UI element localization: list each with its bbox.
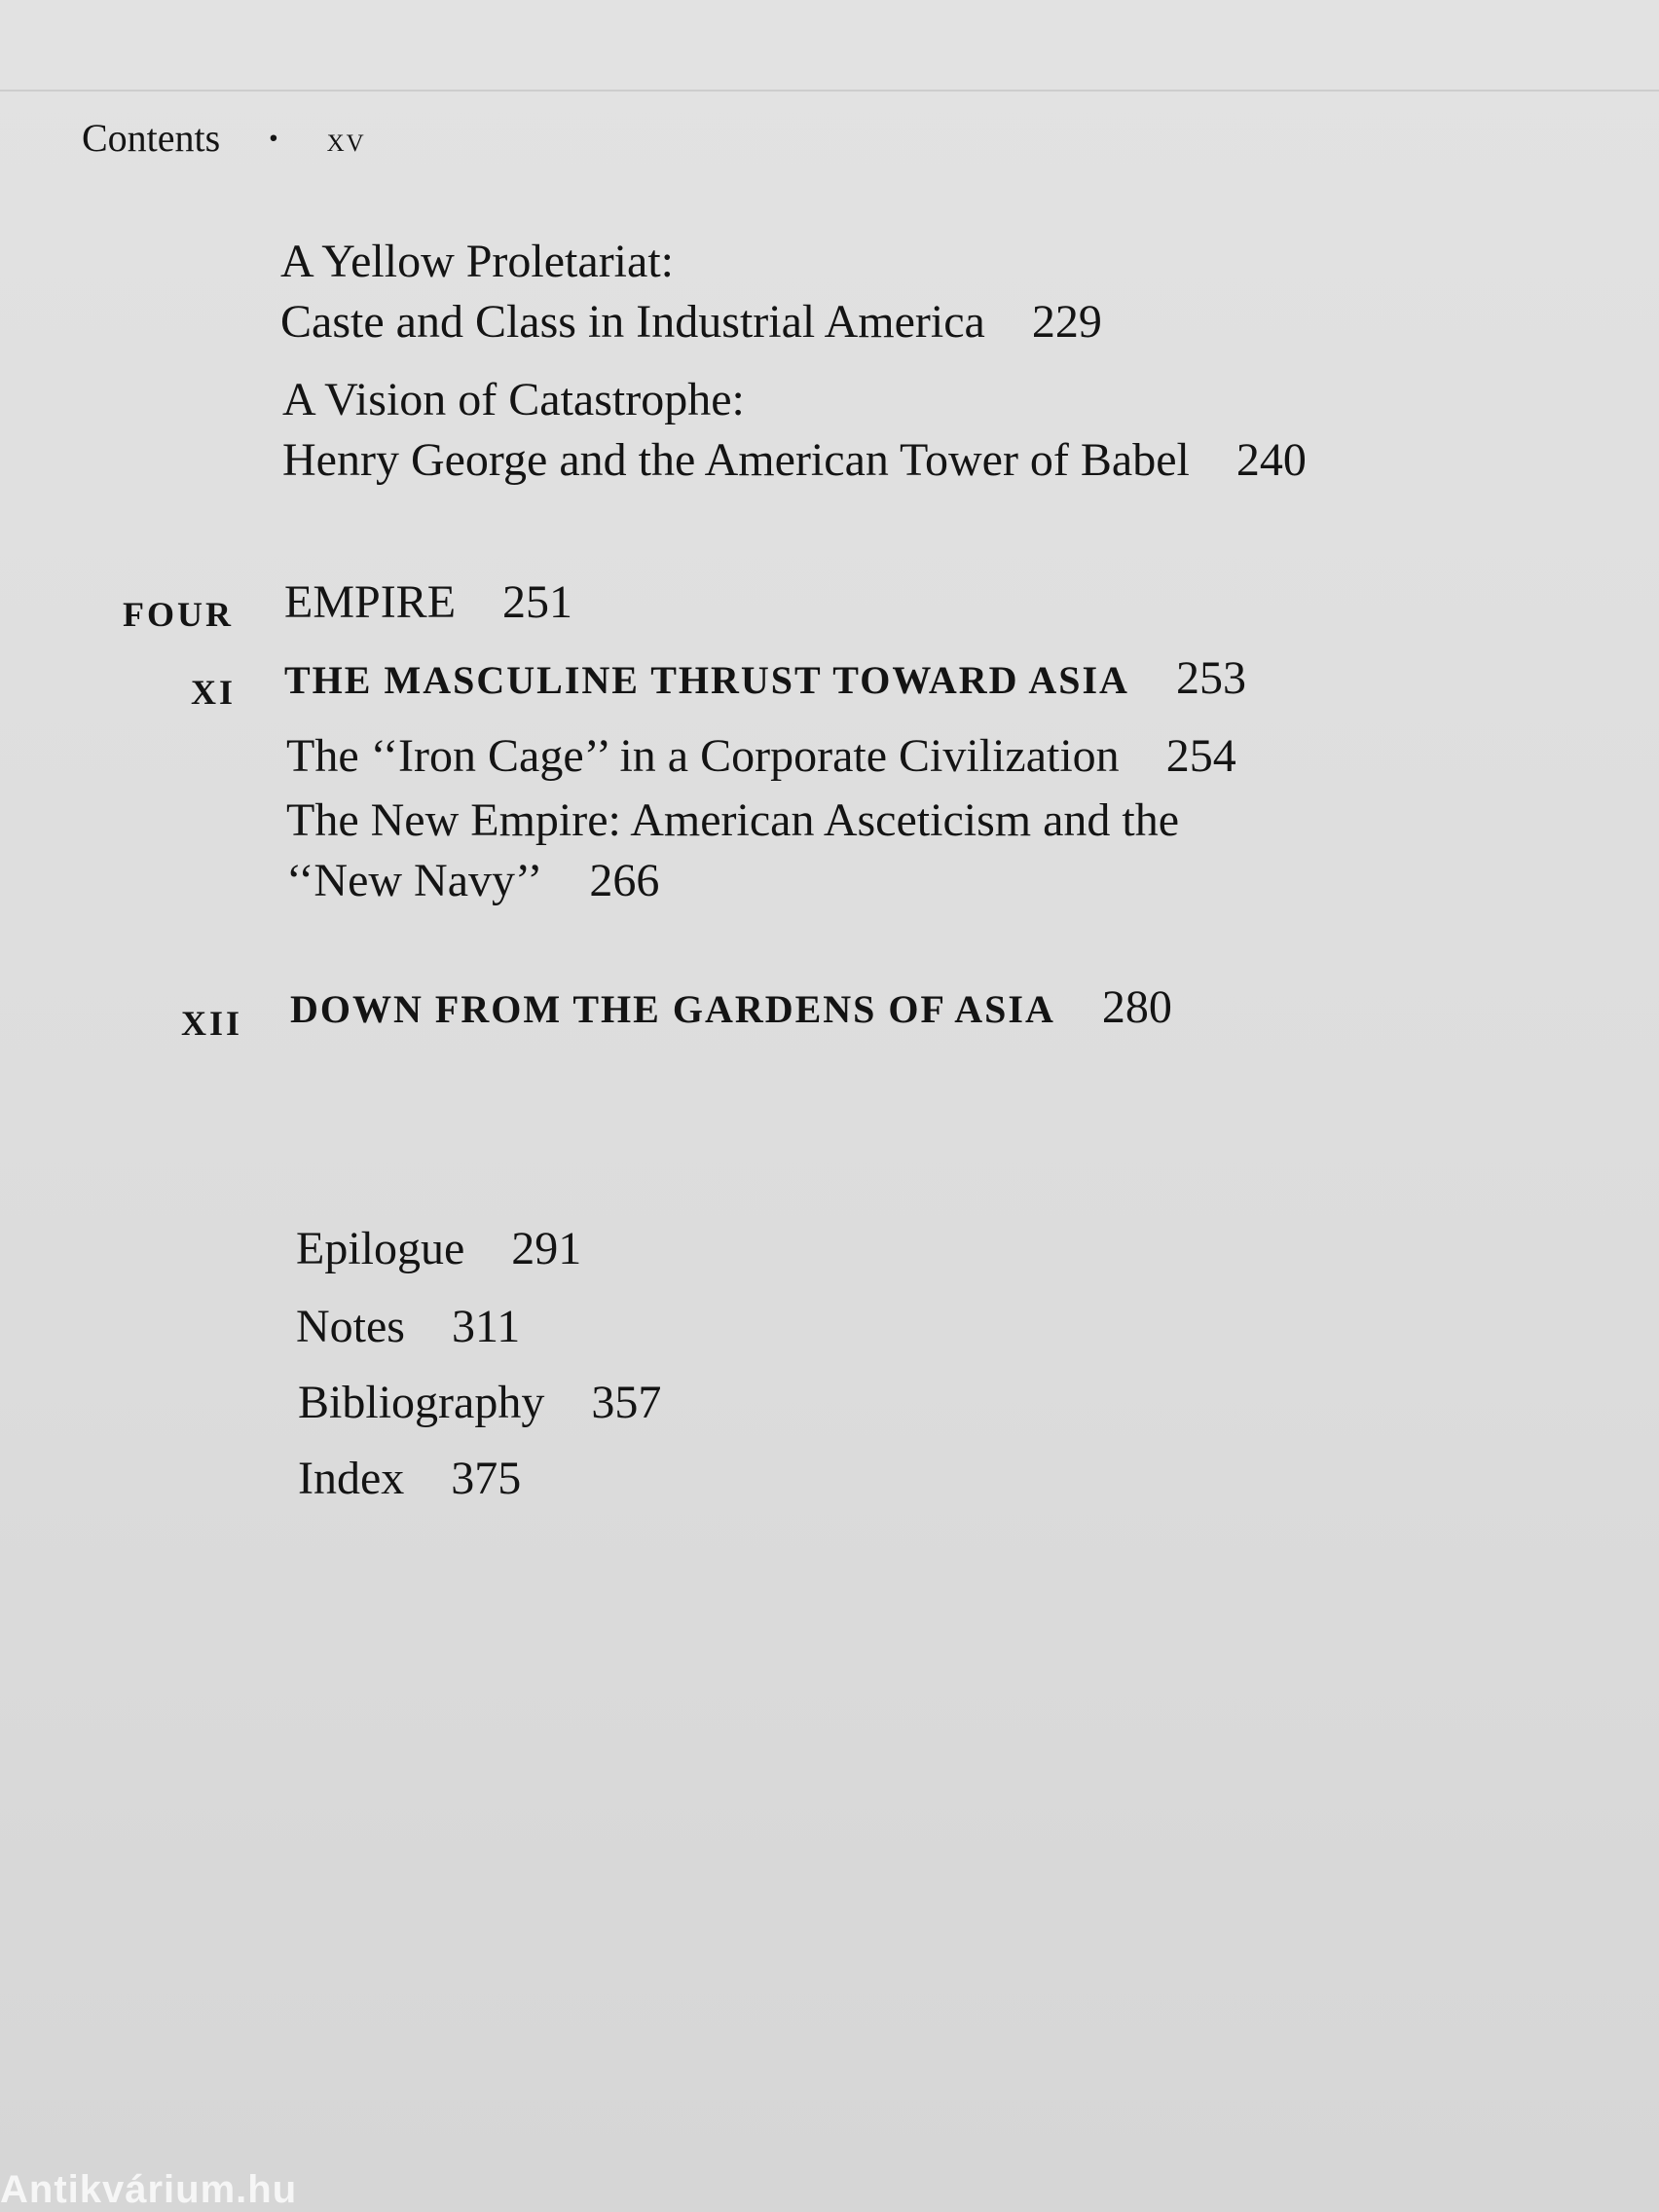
chapter-label-xi: XI: [191, 673, 237, 712]
watermark: Antikvárium.hu: [0, 2168, 298, 2211]
toc-chapter-xii: [290, 977, 1172, 1040]
toc-chapter-xi: [284, 648, 1246, 711]
header-page-number: xv: [326, 120, 366, 159]
backmatter-page: 357: [591, 1377, 662, 1428]
running-header: [82, 115, 366, 161]
toc-entry-page: 229: [1031, 296, 1102, 348]
backmatter-title: Bibliography: [298, 1377, 545, 1428]
page-edge: [0, 90, 1659, 92]
toc-entry-line1: A Yellow Proletariat:: [280, 236, 674, 287]
backmatter-title: Notes: [296, 1301, 405, 1352]
backmatter-page: 375: [451, 1453, 522, 1504]
toc-entry-line2: Henry George and the American Tower of Babel: [282, 434, 1190, 486]
header-separator: ·: [267, 116, 280, 160]
backmatter-page: 291: [511, 1223, 582, 1274]
toc-entry-line1: A Vision of Catastrophe:: [282, 374, 745, 425]
toc-entry-vision-catastrophe: [282, 370, 1307, 491]
backmatter-title: Index: [298, 1453, 405, 1504]
toc-entry-line1: The New Empire: American Asceticism and the: [286, 794, 1180, 846]
toc-entry-page: 266: [589, 855, 660, 906]
backmatter-title: Epilogue: [296, 1223, 465, 1274]
part-label: FOUR: [123, 595, 234, 634]
chapter-page: 253: [1175, 652, 1246, 704]
toc-backmatter-epilogue: [296, 1219, 581, 1279]
chapter-label-xii: XII: [181, 1004, 243, 1043]
toc-entry-yellow-proletariat: [280, 232, 1102, 352]
toc-entry-new-empire: [286, 791, 1179, 911]
toc-entry-page: 254: [1165, 730, 1236, 782]
header-label: Contents: [82, 116, 221, 160]
toc-entry-line2: Caste and Class in Industrial America: [280, 296, 985, 348]
toc-entry-iron-cage: [286, 726, 1236, 787]
toc-backmatter-notes: [296, 1297, 520, 1357]
toc-part-empire: [284, 572, 572, 633]
part-title: EMPIRE: [284, 576, 457, 628]
toc-entry-page: 240: [1235, 434, 1307, 486]
toc-entry-line2: ‘‘New Navy’’: [286, 855, 543, 906]
part-page: 251: [502, 576, 573, 628]
chapter-title: DOWN FROM THE GARDENS OF ASIA: [290, 987, 1055, 1031]
toc-backmatter-bibliography: [298, 1373, 661, 1433]
toc-backmatter-index: [298, 1449, 521, 1509]
chapter-page: 280: [1101, 981, 1172, 1033]
chapter-title: THE MASCULINE THRUST TOWARD ASIA: [284, 658, 1129, 702]
toc-entry-title: The ‘‘Iron Cage’’ in a Corporate Civilization: [286, 730, 1120, 782]
backmatter-page: 311: [451, 1301, 521, 1352]
